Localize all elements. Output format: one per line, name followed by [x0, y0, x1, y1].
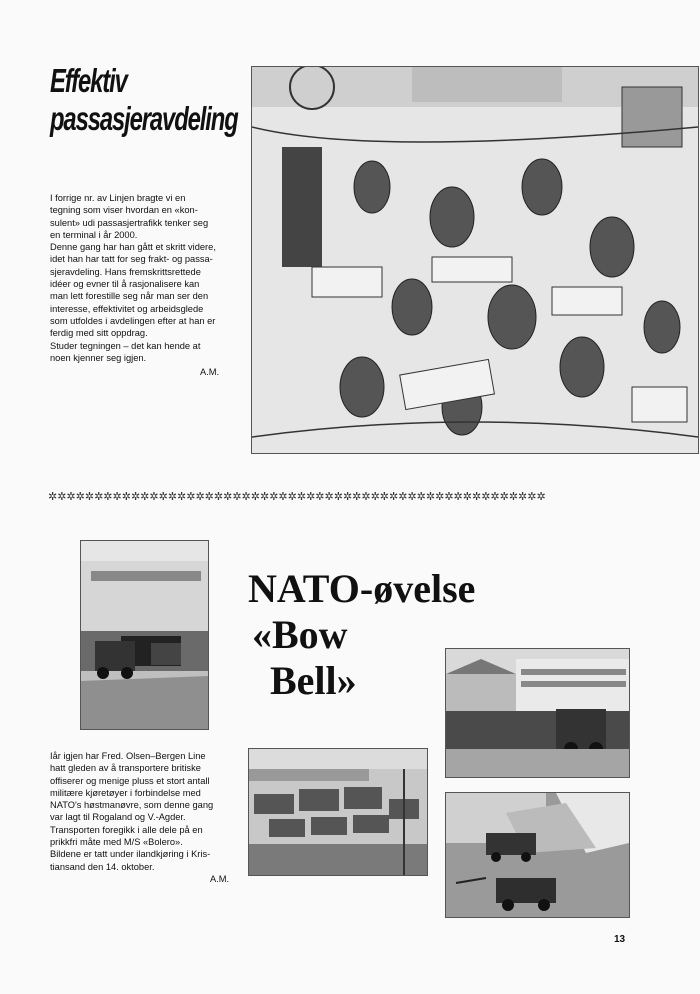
- article2-line: prikkfri måte med M/S «Bolero».: [50, 837, 183, 848]
- article2-line: var lagt til Rogaland og V.-Agder.: [50, 812, 186, 823]
- article2-line: NATO's høstmanøvre, som denne gang: [50, 800, 214, 811]
- article1-line: idet han har tatt for seg frakt- og passa-: [50, 254, 213, 265]
- article1-title-line-2: passasjeravdeling: [50, 100, 238, 137]
- article1-line: en terminal i år 2000.: [50, 229, 138, 240]
- article2-line: hatt gleden av å transportere britiske: [50, 763, 201, 774]
- article2-line: Bildene er tatt under ilandkjøring i Kris-: [50, 849, 211, 860]
- article1-line: sjeravdeling. Hans fremskrittsrettede: [50, 266, 201, 277]
- article1-line: interesse, effektivitet og arbeidsglede: [50, 303, 204, 314]
- office-cartoon-illustration: [251, 66, 699, 454]
- ramp-unloading-photo: [445, 792, 630, 918]
- article1-line: som utfoldes i avdelingen efter at han er: [50, 315, 216, 326]
- ornamental-divider: ✲✲✲✲✲✲✲✲✲✲✲✲✲✲✲✲✲✲✲✲✲✲✲✲✲✲✲✲✲✲✲✲✲✲✲✲✲✲✲✲✲✲✲✲✲✲✲✲✲✲✲✲✲✲: [48, 491, 546, 503]
- article2-title-line-1: NATO-øvelse: [248, 566, 476, 611]
- article2-body: [50, 750, 234, 873]
- article2-line: militære kjøretøyer i forbindelse med: [50, 787, 201, 798]
- article1-line: Studer tegningen – det kan hende at: [50, 340, 201, 351]
- article1-line: I forrige nr. av Linjen bragte vi en: [50, 193, 186, 203]
- article2-signature: A.M.: [210, 874, 230, 884]
- vehicle-depot-photo: [248, 748, 428, 876]
- article1-title-line-1: Effektiv: [50, 62, 127, 99]
- article2-title-line-2: «Bow: [252, 612, 348, 657]
- article1-line: ferdig med sitt oppdrag.: [50, 328, 148, 339]
- article1-line: Denne gang har han gått et skritt videre,: [50, 242, 216, 253]
- ship-at-quay-photo: [445, 648, 630, 778]
- article1-line: tegning som viser hvordan en «kon-: [50, 205, 198, 216]
- article2-line: offiserer og menige pluss et stort antall: [50, 775, 210, 786]
- article1-title: [50, 62, 238, 138]
- article2-line: Iår igjen har Fred. Olsen–Bergen Line: [50, 751, 206, 761]
- article2-line: tiansand den 14. oktober.: [50, 861, 155, 872]
- article1-body: [50, 192, 234, 364]
- article1-line: man lett forestille seg når man ser den: [50, 291, 209, 302]
- article2-line: Transporten foregikk i alle dele på en: [50, 824, 203, 835]
- article1-line: noen kjenner seg igjen.: [50, 352, 147, 363]
- page-number: 13: [614, 934, 626, 945]
- article1-line: sulent» udi passasjertrafikk tenker seg: [50, 217, 209, 228]
- article2-title-line-3: Bell»: [270, 658, 357, 703]
- article1-signature: A.M.: [200, 367, 220, 377]
- ferry-unloading-photo: [80, 540, 209, 730]
- article1-line: idéer og evner til å rasjonalisere kan: [50, 279, 200, 290]
